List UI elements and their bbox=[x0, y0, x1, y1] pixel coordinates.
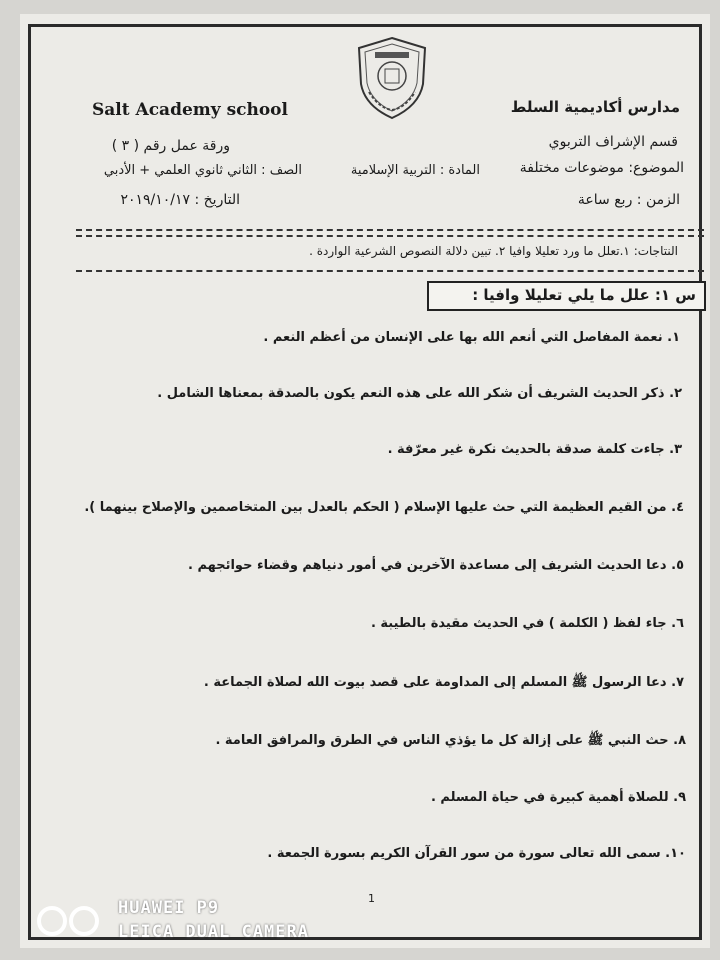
divider-top-2 bbox=[76, 235, 704, 237]
question-item: ٨. حث النبي ﷺ على إزالة كل ما يؤذي الناس في الطرق والمرافق العامة . bbox=[215, 733, 686, 748]
question-item: ٧. دعا الرسول ﷺ المسلم إلى المداومة على قصد بيوت الله لصلاة الجماعة . bbox=[203, 675, 684, 690]
subject-label: المادة : التربية الإسلامية bbox=[350, 163, 480, 178]
school-name-ar: مدارس أكاديمية السلط bbox=[510, 98, 680, 116]
question-item: ٥. دعا الحديث الشريف إلى مساعدة الآخرين في أمور دنياهم وقضاء حوائجهم . bbox=[187, 558, 684, 573]
divider-bottom bbox=[76, 270, 704, 272]
date-label: التاريخ : ٢٠١٩/١٠/١٧ bbox=[120, 192, 240, 208]
question-item: ١٠. سمى الله تعالى سورة من سور القرآن الكريم بسورة الجمعة . bbox=[267, 846, 686, 861]
department-label: قسم الإشراف التربوي bbox=[548, 134, 678, 150]
topic-label: الموضوع: موضوعات مختلفة bbox=[519, 160, 684, 176]
question-item: ٢. ذكر الحديث الشريف أن شكر الله على هذه النعم يكون بالصدقة بمعناها الشامل . bbox=[157, 386, 682, 401]
watermark-model: HUAWEI P9 bbox=[118, 898, 220, 918]
question-item: ٩. للصلاة أهمية كبيرة في حياة المسلم . bbox=[430, 790, 686, 805]
camera-brand-icon bbox=[35, 904, 101, 938]
question-item: ٣. جاءت كلمة صدقة بالحديث نكرة غير معرّفة . bbox=[387, 442, 682, 457]
school-name-en: Salt Academy school bbox=[92, 100, 288, 120]
school-crest-logo bbox=[349, 34, 435, 122]
question-item: ٦. جاء لفظ ( الكلمة ) في الحديث مقيدة بالطيبة . bbox=[370, 616, 684, 631]
watermark-camera: LEICA DUAL CAMERA bbox=[118, 922, 309, 942]
worksheet-number: ورقة عمل رقم ( ٣ ) bbox=[111, 138, 230, 154]
question-item: ٤. من القيم العظيمة التي حث عليها الإسلام ( الحكم بالعدل بين المتخاصمين والإصلاح بينهما ). bbox=[84, 500, 684, 515]
time-label: الزمن : ربع ساعة bbox=[577, 192, 680, 208]
question-item: ١. نعمة المفاصل التي أنعم الله بها على الإنسان من أعظم النعم . bbox=[263, 330, 680, 345]
question-heading: س ١: علل ما يلي تعليلا وافيا : bbox=[472, 286, 696, 304]
grade-label: الصف : الثاني ثانوي العلمي + الأدبي bbox=[103, 163, 302, 178]
divider-top bbox=[76, 229, 704, 231]
learning-outcomes: النتاجات: ١.تعلل ما ورد تعليلا وافيا ٢. تبين دلالة النصوص الشرعية الواردة . bbox=[309, 244, 678, 258]
page-number: 1 bbox=[368, 892, 375, 905]
